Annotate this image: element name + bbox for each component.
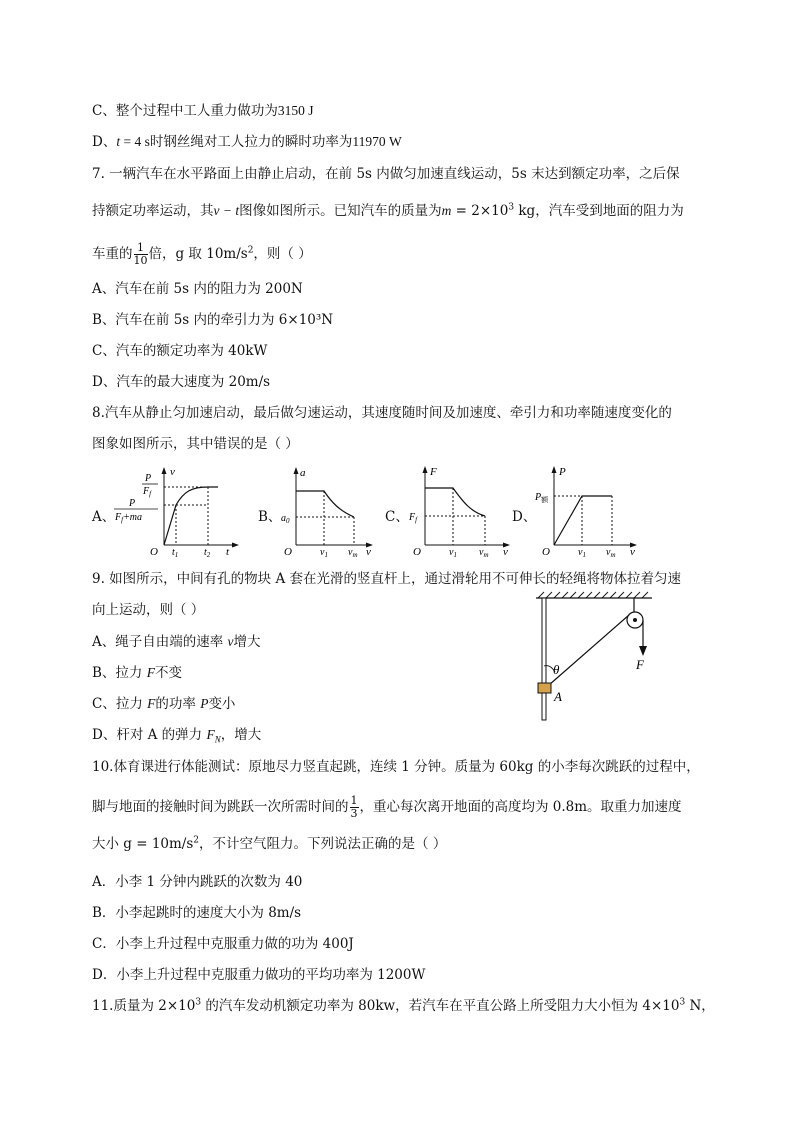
q7-fraction: $\frac{1}{10}$ [133,241,148,267]
q8-graph-c-y1: $F_f$ [409,512,418,524]
q8-graph-c-ylabel: F [430,466,437,478]
q9-figure [532,590,657,722]
q7-stem-line3: 车重的 $\frac{1}{10}$ 倍，g 取 $10m/s^2$，则（ ） [92,241,312,267]
q8-graph-d-y1: $P_额$ [535,492,549,504]
q9-figure-force: F [636,657,644,672]
q8-graph-c-x2: $v_m$ [479,547,489,559]
q8-graph-c-label: C、 [385,509,409,525]
q8-graph-b-x2: $v_m$ [348,547,358,559]
q10-stem-line2: 脚与地面的接触时间为跳跃一次所需时间的 $\frac{1}{3}$ ，重心每次离开地面的高度均为 0.8m。取重力加速度 [92,794,682,820]
q8-graph-a-x1: $t_1$ [172,547,179,559]
q9-option-d: D、杆对 A 的弹力 $F_N$，增大 [92,727,262,745]
q8-graph-c-origin: O [413,546,421,558]
q8-graph-d-ylabel: P [559,466,566,478]
q9-stem-line2: 向上运动，则（ ） [92,602,205,618]
q8-graph-b-y1: $a_0$ [281,513,290,525]
q10-option-c: C．小李上升过程中克服重力做的功为 400J [92,936,354,952]
q10-fraction: $\frac{1}{3}$ [350,794,358,820]
q8-graph-a-y1-top: P [145,473,152,484]
q8-graph-a-x2: $t_2$ [204,547,211,559]
q8-graph-b-origin: O [284,546,292,558]
q8-graph-b-ylabel: a [300,467,306,479]
q8-graph-c-x1: $v_1$ [449,547,457,559]
q8-graph-a-y2-top: P [129,498,136,509]
q9-option-b: B、拉力 F不变 [92,665,182,681]
q9-option-a: A、绳子自由端的速率 v增大 [92,634,261,650]
q7-option-a: A、汽车在前 5s 内的阻力为 200N [92,281,303,297]
q7-option-d: D、汽车的最大速度为 20m/s [92,374,271,390]
q8-graph-b-x1: $v_1$ [320,547,328,559]
q8-graph-a-ylabel: v [170,466,175,478]
q8-graph-a-origin: O [150,546,158,558]
q8-graph-d-label: D、 [512,509,537,525]
q10-option-d: D．小李上升过程中克服重力做功的平均功率为 1200W [92,967,426,983]
q8-graph-d [532,462,642,557]
q8-stem-line2: 图象如图所示，其中错误的是（ ） [92,436,299,452]
q8-graph-d-xlabel: v [630,546,635,558]
q8-graph-c-xlabel: v [503,546,508,558]
q8-graph-a-y1-bottom: $F_f$ [143,486,152,498]
q9-figure-block: A [554,689,562,704]
q8-graph-b [278,465,378,557]
q7-stem-line1: 7. 一辆汽车在水平路面上由静止启动，在前 5s 内做匀加速直线运动，5s 末达到额定功率，之后保 [92,166,680,182]
q8-graph-c [405,462,515,557]
q9-stem-line1: 9. 如图所示，中间有孔的物块 A 套在光滑的竖直杆上，通过滑轮用不可伸长的轻绳将物体拉着匀速 [92,571,682,587]
q10-stem-line3: 大小 $g = 10m/s^2$，不计空气阻力。下列说法正确的是（ ） [92,835,447,852]
q9-option-c: C、拉力 F的功率 P变小 [92,696,236,712]
q8-graph-b-xlabel: v [366,546,371,558]
q6-option-c: C、整个过程中工人重力做功为3150 J [92,103,314,119]
q7-stem-line2: 持额定功率运动，其v − t图像如图所示。已知汽车的质量为$m = 2\times 10^3$ kg，汽车受到地面的阻力为 [92,202,684,219]
q8-graph-d-x1: $v_1$ [578,547,586,559]
q10-option-b: B．小李起跳时的速度大小为 8m/s [92,905,302,921]
q8-graph-a-label: A、 [92,509,116,525]
q9-figure-theta: θ [553,662,560,677]
q11-stem-line1: 11.质量为 $2\times 10^3$ 的汽车发动机额定功率为 80kw，若汽车在平直公路上所受阻力大小恒为 $4\times 10^3$ N， [92,997,715,1014]
q7-option-b: B、汽车在前 5s 内的牵引力为 6×10³N [92,312,334,328]
q8-graph-d-origin: O [542,546,550,558]
q8-graph-d-x2: $v_m$ [606,547,616,559]
q6-option-d: D、t = 4 s时钢丝绳对工人拉力的瞬时功率为11970 W [92,134,402,150]
q8-graph-a [112,465,242,557]
q8-graph-a-xlabel: t [226,546,230,558]
q10-option-a: A．小李 1 分钟内跳跃的次数为 40 [92,874,303,890]
q7-option-c: C、汽车的额定功率为 40kW [92,343,268,359]
q10-stem-line1: 10.体育课进行体能测试：原地尽力竖直起跳，连续 1 分钟。质量为 60kg 的小李每次跳跃的过程中， [92,759,700,775]
q8-graph-b-label: B、 [258,509,282,525]
q8-stem-line1: 8.汽车从静止匀加速启动，最后做匀速运动，其速度随时间及加速度、牵引力和功率随速度变化的 [92,405,672,421]
q8-graph-a-y2-bottom: $F_f+ma$ [115,512,143,524]
